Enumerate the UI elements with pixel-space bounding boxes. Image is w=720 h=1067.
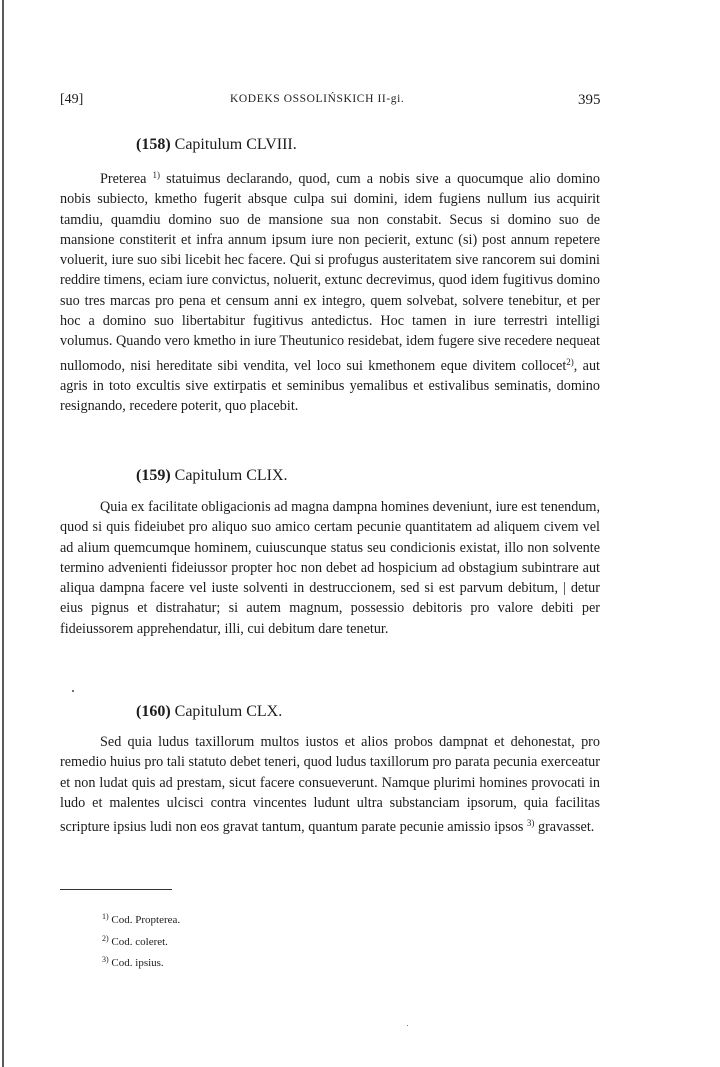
chapter-title: Capitulum CLX. xyxy=(174,703,283,720)
paragraph-text: , aut agris in toto excultis sive extirpatis et seminibus yemalibus et estivalibus seminatis, domino resignando, recedere poterit, quo placebit. xyxy=(60,357,600,415)
footnote-ref-2: 2) xyxy=(566,356,574,367)
page-number: 395 xyxy=(578,92,601,108)
running-title: KODEKS OSSOLIŃSKICH II-gi. xyxy=(230,93,405,105)
chapter-text-160 xyxy=(60,732,600,837)
chapter-number: (159) xyxy=(136,467,171,484)
footnote-2 xyxy=(102,930,180,952)
footnote-ref-3: 3) xyxy=(526,818,535,829)
footnote-rule xyxy=(60,889,172,890)
footnote-3 xyxy=(102,951,180,973)
running-head xyxy=(0,92,720,114)
chapter-title: Capitulum CLVIII. xyxy=(174,136,297,153)
chapter-heading-159 xyxy=(136,467,288,485)
footnote-ref-1: 1) xyxy=(152,170,161,180)
ink-speck xyxy=(407,1025,408,1026)
paragraph-text: Quia ex facilitate obligacionis ad magna dampna homines deveniunt, iure est tenendum, quod si quis fideiubet pro aliquo suo amico certam pecunie quantitatem ad aliquem civem vel ad alium quemcumque hominem, cuiuscunque status seu condicionis existat, illo non solvente termino advenienti fideiussor propter hoc non debet ad hospicium ad obstagium subintrare aut aliqua dampna facere vel iuste solventi in destruccionem, sed si est parvum debitum, | detur eius pignus et distrahatur; si autem magnum, possessio debitoris pro valore debiti per fideiussorem apprehendatur, illi, cui debitum dare tenetur. xyxy=(60,499,600,637)
chapter-text-158 xyxy=(60,165,600,417)
chapter-heading-160 xyxy=(136,703,282,721)
chapter-number: (158) xyxy=(136,136,171,153)
footnote-mark: 3) xyxy=(102,955,109,964)
footnotes xyxy=(102,908,180,973)
chapter-title: Capitulum CLIX. xyxy=(174,467,288,484)
chapter-number: (160) xyxy=(136,703,171,720)
ink-speck xyxy=(72,690,74,692)
paragraph-text: Sed quia ludus taxillorum multos iustos et alios probos dampnat et dehonestat, pro remedio huius pro tali statuto debet teneri, quod ludus taxillorum pro parata pecunia exerceatur et non ludat quis ad prestam, sicut facere consueverunt. Namque plurimi homines provocati in ludo et malentes ulcisci contra vincentes ludunt ultra substanciam ipsorum, quia facilitas scripture ipsius ludi non eos gravat tantum, quantum parate pecunie amissio ipsos xyxy=(60,734,600,836)
footnote-1 xyxy=(102,908,180,930)
section-marker: [49] xyxy=(60,92,84,107)
footnote-mark: 1) xyxy=(102,912,109,921)
footnote-text: Cod. coleret. xyxy=(111,935,168,948)
paragraph-text: gravasset. xyxy=(534,819,595,836)
footnote-text: Cod. ipsius. xyxy=(111,957,164,969)
chapter-heading-158 xyxy=(136,136,297,154)
page-edge-line xyxy=(2,0,4,1067)
paragraph-text: statuimus declarando, quod, cum a nobis sive a quocumque alio domino nobis subiecto, kmetho fugerit absque culpa sui domini, idem fugiens nullum ius acquirit tamdiu, quamdiu domino suo de mansione sua non constabit. Secus si domino suo de mansione constiterit et infra annum ipsum iure non pecierit, extunc (si) post annum repetere voluerit, iure suo sibi licebit hec facere. Qui si profugus austeritatem sive rancorem sui domini reddire timens, eciam iure convictus, noluerit, extunc decrevimus, quod idem fugitivus domino suo tres marcas pro pena et censum anni ex integro, quem solvebat, solvere tenebitur, et per hoc a domino suo libertabitur fugitivus antedictus. Hoc tamen in iure terrestri intelligi volumus. Quando vero kmetho in iure Theutunico residebat, idem fugere sive recedere nequeat nullomodo, nisi hereditate sibi vendita, vel loco sui kmethonem eque divitem collocet xyxy=(60,171,600,374)
paragraph-start: Preterea xyxy=(100,171,147,187)
footnote-mark: 2) xyxy=(102,933,109,943)
chapter-text-159 xyxy=(60,497,600,639)
footnote-text: Cod. Propterea. xyxy=(111,914,181,926)
